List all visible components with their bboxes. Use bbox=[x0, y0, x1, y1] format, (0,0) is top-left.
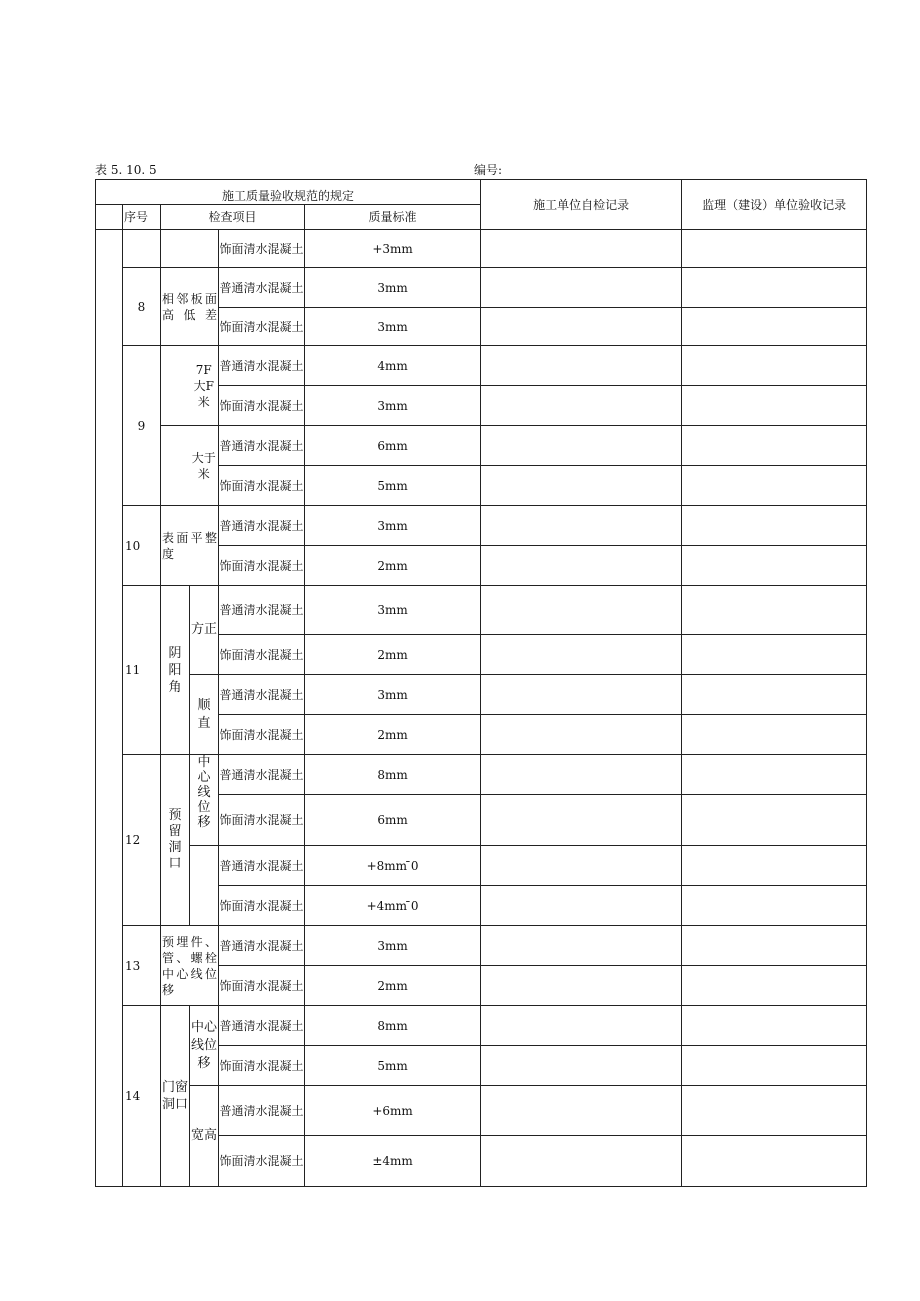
item-14-sub-a-text: 中心线位移 bbox=[190, 1019, 217, 1071]
material-cell: 饰面清水混凝土 bbox=[219, 886, 305, 926]
item-11-sub-a bbox=[190, 586, 219, 675]
self-check-cell[interactable] bbox=[481, 635, 682, 675]
supervision-cell[interactable] bbox=[682, 966, 867, 1006]
self-check-cell[interactable] bbox=[481, 715, 682, 755]
self-check-cell[interactable] bbox=[481, 926, 682, 966]
supervision-cell[interactable] bbox=[682, 466, 867, 506]
seq-12: 12 bbox=[123, 755, 161, 926]
item-11 bbox=[161, 586, 190, 755]
supervision-cell[interactable] bbox=[682, 386, 867, 426]
item-9-blank bbox=[161, 426, 190, 506]
serial-number-label: 编号: bbox=[474, 163, 503, 177]
item-12-sub-a-text: 中心线位移 bbox=[197, 755, 211, 830]
item-9-blank bbox=[161, 346, 190, 426]
standard-cell: 2mm bbox=[305, 635, 481, 675]
material-cell: 饰面清水混凝土 bbox=[219, 308, 305, 346]
item-14-sub-b-text: 宽高 bbox=[190, 1128, 217, 1143]
self-check-cell[interactable] bbox=[481, 846, 682, 886]
standard-cell: +6mm bbox=[305, 1086, 481, 1136]
standard-cell: 3mm bbox=[305, 308, 481, 346]
supervision-cell[interactable] bbox=[682, 346, 867, 386]
self-check-cell[interactable] bbox=[481, 1046, 682, 1086]
left-margin-cell bbox=[96, 230, 123, 1187]
standard-cell: 8mm bbox=[305, 1006, 481, 1046]
supervision-cell[interactable] bbox=[682, 1086, 867, 1136]
item-cell bbox=[161, 230, 219, 268]
self-check-cell[interactable] bbox=[481, 1136, 682, 1187]
material-cell: 普通清水混凝土 bbox=[219, 506, 305, 546]
material-cell: 普通清水混凝土 bbox=[219, 1006, 305, 1046]
supervision-cell[interactable] bbox=[682, 886, 867, 926]
item-header: 检查项目 bbox=[161, 205, 305, 230]
material-cell: 饰面清水混凝土 bbox=[219, 795, 305, 846]
material-cell: 饰面清水混凝土 bbox=[219, 966, 305, 1006]
item-10: 表面平整度 bbox=[161, 506, 219, 586]
supervision-cell[interactable] bbox=[682, 755, 867, 795]
standard-cell: 5mm bbox=[305, 1046, 481, 1086]
item-14-sub-b bbox=[190, 1086, 219, 1187]
material-cell: 普通清水混凝土 bbox=[219, 755, 305, 795]
standard-cell: +3mm bbox=[305, 230, 481, 268]
material-cell: 普通清水混凝土 bbox=[219, 1086, 305, 1136]
standard-cell: +8mm ̄0 bbox=[305, 846, 481, 886]
seq-9: 9 bbox=[123, 346, 161, 506]
standard-cell: 6mm bbox=[305, 426, 481, 466]
item-11-sub-a-text: 方正 bbox=[190, 622, 217, 637]
material-cell: 普通清水混凝土 bbox=[219, 346, 305, 386]
self-check-cell[interactable] bbox=[481, 966, 682, 1006]
self-check-cell[interactable] bbox=[481, 886, 682, 926]
supervision-cell[interactable] bbox=[682, 926, 867, 966]
item-14 bbox=[161, 1006, 190, 1187]
self-check-cell[interactable] bbox=[481, 346, 682, 386]
material-cell: 普通清水混凝土 bbox=[219, 846, 305, 886]
material-cell: 饰面清水混凝土 bbox=[219, 1136, 305, 1187]
supervision-cell[interactable] bbox=[682, 1006, 867, 1046]
item-14-sub-a bbox=[190, 1006, 219, 1086]
self-check-cell[interactable] bbox=[481, 755, 682, 795]
self-check-cell[interactable] bbox=[481, 586, 682, 635]
material-cell: 普通清水混凝土 bbox=[219, 268, 305, 308]
material-cell: 饰面清水混凝土 bbox=[219, 386, 305, 426]
material-cell: 普通清水混凝土 bbox=[219, 426, 305, 466]
material-cell: 饰面清水混凝土 bbox=[219, 466, 305, 506]
supervision-cell[interactable] bbox=[682, 1046, 867, 1086]
item-9-sub-b: 大于米 bbox=[190, 426, 219, 506]
inspection-table bbox=[95, 179, 867, 1187]
table-number: 表 5. 10. 5 bbox=[95, 163, 157, 177]
material-cell: 饰面清水混凝土 bbox=[219, 230, 305, 268]
supervision-header: 监理（建设）单位验收记录 bbox=[682, 180, 867, 230]
supervision-cell[interactable] bbox=[682, 230, 867, 268]
standard-cell: 3mm bbox=[305, 675, 481, 715]
header-blank-cell bbox=[96, 205, 123, 230]
material-cell: 普通清水混凝土 bbox=[219, 926, 305, 966]
standard-header: 质量标准 bbox=[305, 205, 481, 230]
self-check-cell[interactable] bbox=[481, 426, 682, 466]
supervision-cell[interactable] bbox=[682, 1136, 867, 1187]
standard-cell: 5mm bbox=[305, 466, 481, 506]
standard-cell: 3mm bbox=[305, 926, 481, 966]
standard-cell: 2mm bbox=[305, 715, 481, 755]
standard-cell: 3mm bbox=[305, 268, 481, 308]
material-cell: 普通清水混凝土 bbox=[219, 586, 305, 635]
item-12-sub-b bbox=[190, 846, 219, 926]
supervision-cell[interactable] bbox=[682, 846, 867, 886]
supervision-cell[interactable] bbox=[682, 268, 867, 308]
supervision-cell[interactable] bbox=[682, 546, 867, 586]
seq-header: 序号 bbox=[123, 205, 161, 230]
self-check-header: 施工单位自检记录 bbox=[481, 180, 682, 230]
item-12-sub-a bbox=[190, 755, 219, 846]
seq-14: 14 bbox=[123, 1006, 161, 1187]
self-check-cell[interactable] bbox=[481, 675, 682, 715]
self-check-cell[interactable] bbox=[481, 308, 682, 346]
item-11-sub-b-text: 顺直 bbox=[197, 697, 211, 731]
standard-cell: 3mm bbox=[305, 506, 481, 546]
self-check-cell[interactable] bbox=[481, 546, 682, 586]
supervision-cell[interactable] bbox=[682, 635, 867, 675]
standard-cell: +4mm ̄0 bbox=[305, 886, 481, 926]
standard-cell: 4mm bbox=[305, 346, 481, 386]
standard-cell: 2mm bbox=[305, 546, 481, 586]
material-cell: 饰面清水混凝土 bbox=[219, 546, 305, 586]
material-cell: 饰面清水混凝土 bbox=[219, 1046, 305, 1086]
seq-13: 13 bbox=[123, 926, 161, 1006]
supervision-cell[interactable] bbox=[682, 715, 867, 755]
standard-cell: 8mm bbox=[305, 755, 481, 795]
self-check-cell[interactable] bbox=[481, 795, 682, 846]
supervision-cell[interactable] bbox=[682, 795, 867, 846]
standard-cell: 3mm bbox=[305, 586, 481, 635]
item-11-sub-b bbox=[190, 675, 219, 755]
material-cell: 饰面清水混凝土 bbox=[219, 635, 305, 675]
item-9-sub-a: 7F 大F 米 bbox=[190, 346, 219, 426]
self-check-cell[interactable] bbox=[481, 1086, 682, 1136]
self-check-cell[interactable] bbox=[481, 466, 682, 506]
item-12-text: 预留洞口 bbox=[168, 808, 182, 871]
seq-10: 10 bbox=[123, 506, 161, 586]
standard-cell: 2mm bbox=[305, 966, 481, 1006]
self-check-cell[interactable] bbox=[481, 386, 682, 426]
item-13: 预埋件、管、螺栓中心线位移 bbox=[161, 926, 219, 1006]
item-11-text: 阴阳角 bbox=[168, 645, 182, 695]
spec-group-header: 施工质量验收规范的规定 bbox=[96, 180, 481, 205]
supervision-cell[interactable] bbox=[682, 586, 867, 635]
seq-cell bbox=[123, 230, 161, 268]
item-8: 相邻板面高低差 bbox=[161, 268, 219, 346]
self-check-cell[interactable] bbox=[481, 506, 682, 546]
self-check-cell[interactable] bbox=[481, 268, 682, 308]
item-12 bbox=[161, 755, 190, 926]
standard-cell: 6mm bbox=[305, 795, 481, 846]
self-check-cell[interactable] bbox=[481, 230, 682, 268]
supervision-cell[interactable] bbox=[682, 308, 867, 346]
supervision-cell[interactable] bbox=[682, 675, 867, 715]
material-cell: 普通清水混凝土 bbox=[219, 675, 305, 715]
item-14-text: 门窗洞口 bbox=[161, 1080, 188, 1112]
seq-8: 8 bbox=[123, 268, 161, 346]
seq-11: 11 bbox=[123, 586, 161, 755]
standard-cell: 3mm bbox=[305, 386, 481, 426]
standard-cell: ±4mm bbox=[305, 1136, 481, 1187]
supervision-cell[interactable] bbox=[682, 426, 867, 466]
material-cell: 饰面清水混凝土 bbox=[219, 715, 305, 755]
self-check-cell[interactable] bbox=[481, 1006, 682, 1046]
supervision-cell[interactable] bbox=[682, 506, 867, 546]
